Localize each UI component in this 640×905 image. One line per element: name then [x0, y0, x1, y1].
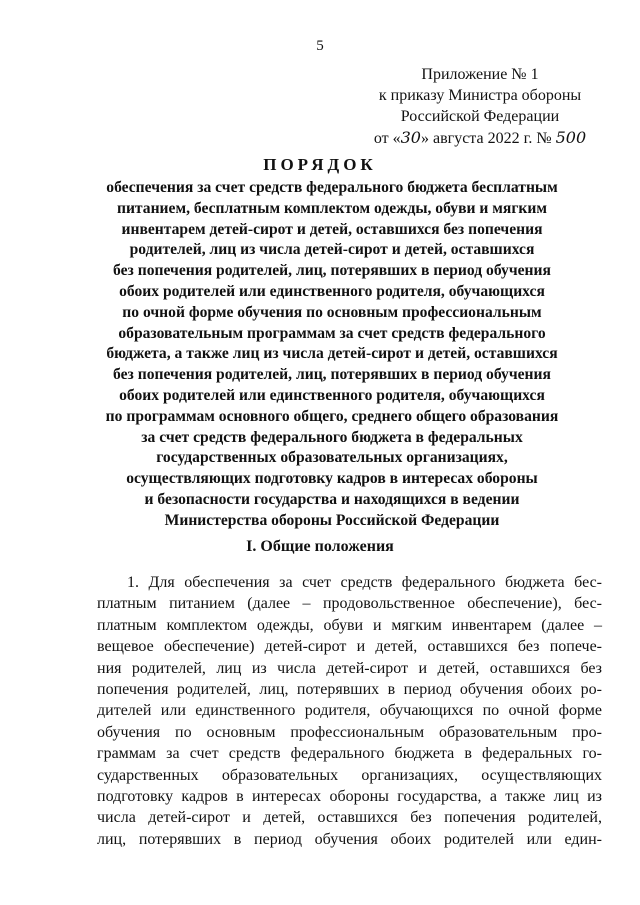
- appendix-header: [330, 64, 630, 149]
- paragraph-line: попечения родителей, лиц, потерявших в период обучения обоих ро-: [97, 681, 602, 699]
- appendix-line-1: Приложение № 1: [421, 66, 539, 83]
- subtitle-line: Министерства обороны Российской Федерации: [164, 511, 500, 529]
- date-middle: » августа 2022 г. №: [420, 130, 556, 147]
- subtitle-line: обеспечения за счет средств федерального бюджета бесплатным: [106, 179, 558, 196]
- handwritten-order-number: 500: [555, 128, 587, 147]
- date-prefix: от «: [373, 130, 401, 147]
- subtitle-line: без попечения родителей, лиц, потерявших в период обучения: [113, 366, 551, 384]
- subtitle-line: по программам основного общего, среднего общего образования: [105, 407, 559, 425]
- subtitle-line: государственных образовательных организациях,: [156, 449, 508, 467]
- handwritten-day: 30: [400, 128, 421, 147]
- page-number: 5: [316, 38, 324, 54]
- paragraph-line: 1. Для обеспечения за счет средств федерального бюджета бес-: [127, 574, 602, 591]
- appendix-line-3: Российской Федерации: [400, 108, 560, 125]
- subtitle-line: бюджета, а также лиц из числа детей-сирот и детей, оставшихся: [106, 345, 558, 363]
- section-title: I. Общие положения: [246, 538, 394, 555]
- document-subtitle: [72, 178, 592, 532]
- paragraph-line: числа детей-сирот и детей, оставшихся без попечения родителей,: [97, 809, 602, 827]
- appendix-line-2: к приказу Министра обороны: [378, 87, 582, 104]
- subtitle-line: инвентарем детей-сирот и детей, оставшихся без попечения: [121, 220, 543, 238]
- subtitle-line: без попечения родителей, лиц, потерявших в период обучения: [113, 262, 551, 280]
- paragraph-line: подготовку кадров в интересах обороны государства, а также лиц из: [97, 788, 602, 806]
- paragraph-line: ния родителей, лиц из числа детей-сирот и детей, оставшихся без: [97, 659, 602, 677]
- paragraph-1: [97, 572, 602, 850]
- paragraph-line: вещевое обеспечение) детей-сирот и детей, оставшихся без попече-: [97, 638, 602, 656]
- subtitle-line: родителей, лиц из числа детей-сирот и детей, оставшихся: [129, 241, 535, 259]
- paragraph-line: платным комплектом одежды, обуви и мягким инвентарем (далее –: [97, 616, 602, 634]
- subtitle-line: обоих родителей или единственного родителя, обучающихся: [119, 386, 545, 404]
- appendix-date-line: [330, 127, 630, 149]
- paragraph-line: сударственных образовательных организациях, осуществляющих: [97, 766, 602, 784]
- subtitle-line: по очной форме обучения по основным профессиональным: [122, 303, 542, 321]
- subtitle-line: осуществляющих подготовку кадров в интересах обороны: [126, 470, 538, 488]
- document-title: ПОРЯДОК: [263, 155, 377, 174]
- subtitle-line: и безопасности государства и находящихся в ведении: [144, 490, 520, 508]
- subtitle-line: питанием, бесплатным комплектом одежды, обуви и мягким: [116, 199, 548, 217]
- subtitle-line: обоих родителей или единственного родителя, обучающихся: [119, 282, 545, 300]
- paragraph-line: лиц, потерявших в период обучения обоих родителей или един-: [97, 830, 602, 848]
- paragraph-line: граммам за счет средств федерального бюджета в федеральных го-: [97, 745, 602, 763]
- paragraph-line: обучения по основным профессиональным образовательным про-: [97, 723, 602, 741]
- paragraph-line: платным питанием (далее – продовольственное обеспечение), бес-: [97, 595, 602, 613]
- paragraph-line: дителей или единственного родителя, обучающихся по очной форме: [97, 702, 602, 720]
- subtitle-line: образовательным программам за счет средств федерального: [118, 324, 546, 342]
- subtitle-line: за счет средств федерального бюджета в федеральных: [141, 428, 523, 446]
